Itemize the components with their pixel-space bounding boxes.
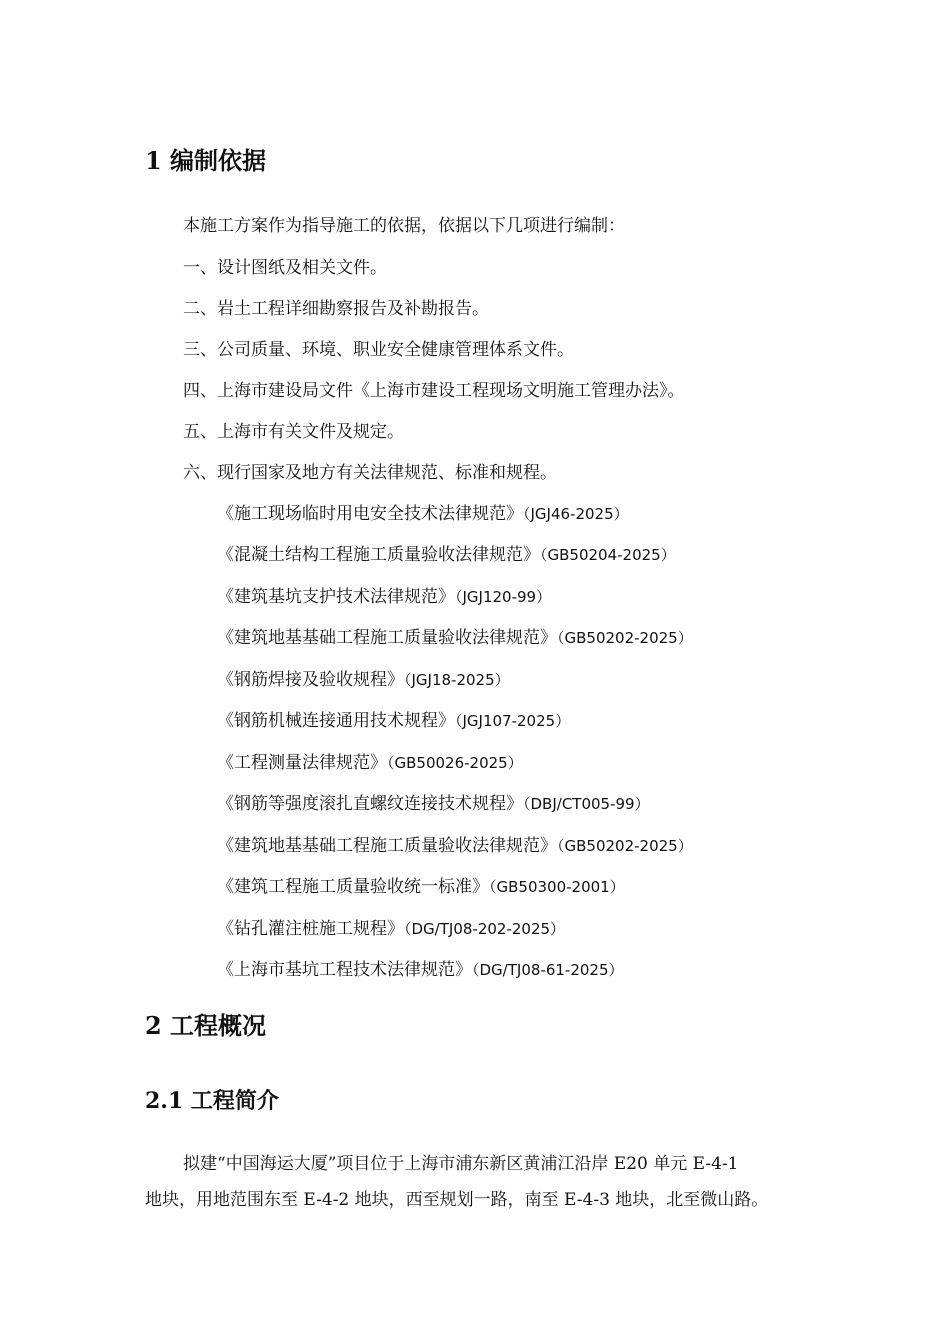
standard-name: 《混凝土结构工程施工质量验收法律规范》 (217, 545, 540, 565)
standard-name: 《工程测量法律规范》 (217, 753, 387, 773)
standard-item (217, 793, 650, 815)
standard-item (217, 752, 523, 774)
subsection-heading-2-1: 2.1 工程简介 (145, 1088, 279, 1114)
standard-code: （JGJ120-99） (455, 588, 552, 606)
standard-name: 《建筑地基基础工程施工质量验收法律规范》 (217, 836, 557, 856)
standard-code: （GB50204-2025） (540, 546, 676, 564)
basis-item: 二、岩土工程详细勘察报告及补勘报告。 (183, 299, 489, 319)
standard-item (217, 669, 510, 691)
standard-item (217, 876, 625, 898)
standard-item (217, 959, 624, 981)
standard-item (217, 586, 551, 608)
standard-code: （JGJ18-2025） (404, 671, 510, 689)
standard-code: （GB50202-2025） (557, 629, 693, 647)
overview-paragraph-line: 拟建“中国海运大厦”项目位于上海市浦东新区黄浦江沿岸 E20 单元 E-4-1 (183, 1154, 739, 1174)
standard-item (217, 918, 565, 940)
section-heading-2: 2 工程概况 (145, 1011, 267, 1040)
standard-code: （DG/TJ08-61-2025） (472, 961, 624, 979)
standard-name: 《施工现场临时用电安全技术法律规范》 (217, 504, 523, 524)
standard-name: 《钢筋等强度滚扎直螺纹连接技术规程》 (217, 794, 523, 814)
standard-code: （GB50026-2025） (387, 754, 523, 772)
basis-item: 一、设计图纸及相关文件。 (183, 258, 387, 278)
section-heading-1: 1 编制依据 (145, 146, 267, 175)
standard-name: 《建筑工程施工质量验收统一标准》 (217, 877, 489, 897)
basis-item: 五、上海市有关文件及规定。 (183, 422, 404, 442)
standard-code: （GB50300-2001） (489, 878, 625, 896)
basis-item: 四、上海市建设局文件《上海市建设工程现场文明施工管理办法》。 (183, 381, 685, 401)
standard-code: （DBJ/CT005-99） (523, 795, 650, 813)
standard-name: 《上海市基坑工程技术法律规范》 (217, 960, 472, 980)
basis-item: 三、公司质量、环境、职业安全健康管理体系文件。 (183, 340, 574, 360)
standard-name: 《建筑基坑支护技术法律规范》 (217, 587, 455, 607)
standard-name: 《建筑地基基础工程施工质量验收法律规范》 (217, 628, 557, 648)
standard-code: （GB50202-2025） (557, 837, 693, 855)
standard-code: （DG/TJ08-202-2025） (404, 920, 566, 938)
standard-name: 《钢筋机械连接通用技术规程》 (217, 711, 455, 731)
basis-item: 六、现行国家及地方有关法律规范、标准和规程。 (183, 463, 557, 483)
standard-item (217, 627, 693, 649)
standard-item (217, 835, 693, 857)
standard-item (217, 503, 629, 525)
intro-paragraph: 本施工方案作为指导施工的依据，依据以下几项进行编制： (183, 216, 625, 236)
standard-code: （JGJ107-2025） (455, 712, 571, 730)
standard-name: 《钻孔灌注桩施工规程》 (217, 919, 404, 939)
overview-paragraph-line: 地块，用地范围东至 E-4-2 地块，西至规划一路，南至 E-4-3 地块，北至微山路。 (145, 1190, 769, 1210)
standard-name: 《钢筋焊接及验收规程》 (217, 670, 404, 690)
standard-item (217, 710, 570, 732)
standard-code: （JGJ46-2025） (523, 505, 629, 523)
standard-item (217, 544, 676, 566)
